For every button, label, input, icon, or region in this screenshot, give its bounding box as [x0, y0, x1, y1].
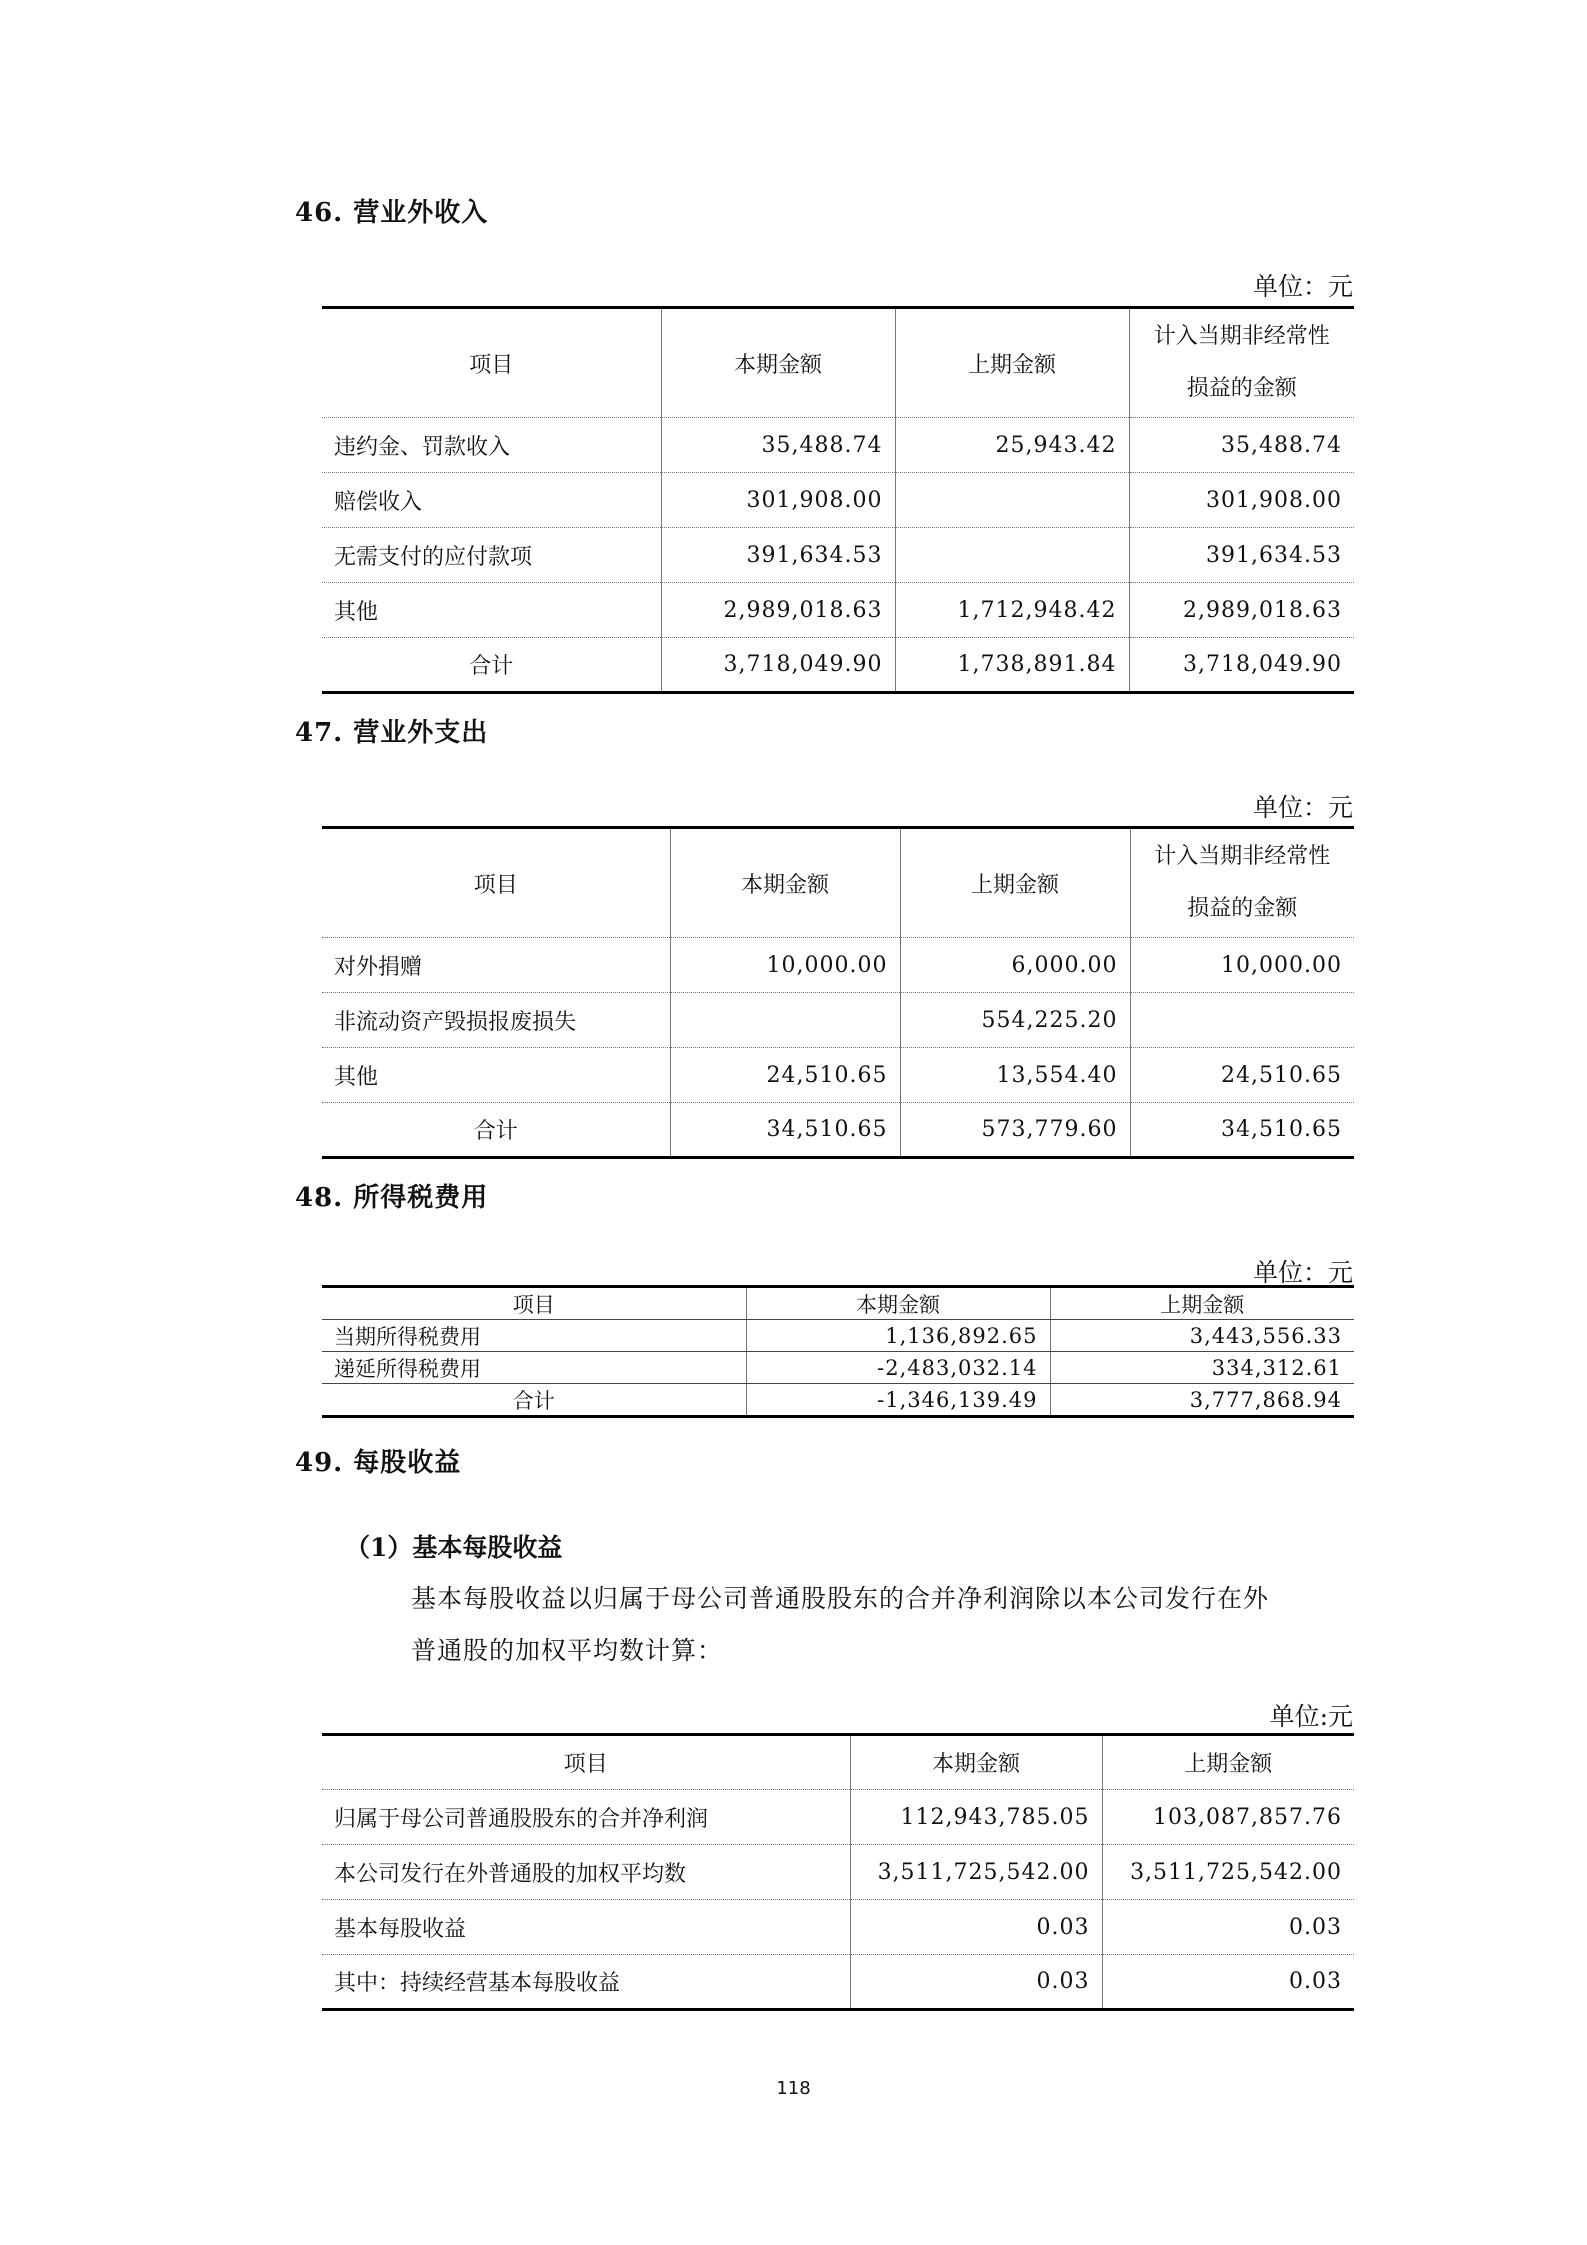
- total-prior: 3,777,868.94: [1050, 1384, 1354, 1417]
- header-nonrecurring-line1: 计入当期非经常性: [1153, 324, 1330, 349]
- section-49-title: 49. 每股收益: [295, 1448, 462, 1478]
- cell-current: 112,943,785.05: [850, 1790, 1102, 1845]
- section-48-title: 48. 所得税费用: [295, 1183, 489, 1213]
- total-current: 34,510.65: [670, 1103, 900, 1158]
- row-label: 对外捐赠: [322, 938, 670, 993]
- total-prior: 573,779.60: [900, 1103, 1130, 1158]
- header-item: 项目: [322, 1287, 746, 1320]
- table-row: [322, 938, 1354, 993]
- table-row: [322, 1790, 1354, 1845]
- page-number: 118: [776, 2078, 811, 2099]
- cell-prior: 1,712,948.42: [895, 583, 1129, 638]
- header-nonrecurring-line2: 损益的金额: [1187, 896, 1298, 921]
- cell-prior: 25,943.42: [895, 418, 1129, 473]
- header-current: 本期金额: [746, 1287, 1050, 1320]
- total-current: 3,718,049.90: [661, 638, 895, 693]
- cell-current: 391,634.53: [661, 528, 895, 583]
- header-current: 本期金额: [850, 1735, 1102, 1790]
- table-income-tax-expense: [322, 1285, 1354, 1418]
- table-non-operating-income: [322, 306, 1354, 694]
- row-label: 赔偿收入: [322, 473, 661, 528]
- table-header-row: [322, 1735, 1354, 1790]
- header-prior: 上期金额: [1102, 1735, 1354, 1790]
- table-header-row: [322, 1287, 1354, 1320]
- table-row: [322, 1845, 1354, 1900]
- cell-prior: 3,443,556.33: [1050, 1320, 1354, 1352]
- cell-current: 1,136,892.65: [746, 1320, 1050, 1352]
- total-prior: 1,738,891.84: [895, 638, 1129, 693]
- table-row: [322, 528, 1354, 583]
- header-nonrecurring: [1130, 828, 1354, 938]
- cell-prior: 554,225.20: [900, 993, 1130, 1048]
- cell-nonrecurring: 391,634.53: [1129, 528, 1354, 583]
- row-label: 其他: [322, 1048, 670, 1103]
- table-basic-eps: [322, 1733, 1354, 2011]
- basic-eps-description: [411, 1573, 1356, 1677]
- row-label: 非流动资产毁损报废损失: [322, 993, 670, 1048]
- cell-current: 3,511,725,542.00: [850, 1845, 1102, 1900]
- total-nonrecurring: 34,510.65: [1130, 1103, 1354, 1158]
- table-row: [322, 473, 1354, 528]
- cell-current: [670, 993, 900, 1048]
- cell-nonrecurring: [1130, 993, 1354, 1048]
- table-non-operating-expenses: [322, 826, 1354, 1159]
- header-nonrecurring-line1: 计入当期非经常性: [1154, 844, 1331, 869]
- table-header-row: [322, 828, 1354, 938]
- header-prior: 上期金额: [895, 308, 1129, 418]
- cell-nonrecurring: 35,488.74: [1129, 418, 1354, 473]
- header-current: 本期金额: [661, 308, 895, 418]
- header-item: 项目: [322, 1735, 850, 1790]
- row-label: 递延所得税费用: [322, 1352, 746, 1384]
- cell-prior: 0.03: [1102, 1955, 1354, 2010]
- cell-nonrecurring: 24,510.65: [1130, 1048, 1354, 1103]
- header-item: 项目: [322, 308, 661, 418]
- cell-nonrecurring: 10,000.00: [1130, 938, 1354, 993]
- header-item: 项目: [322, 828, 670, 938]
- row-label: 当期所得税费用: [322, 1320, 746, 1352]
- table-row: [322, 993, 1354, 1048]
- table-total-row: [322, 638, 1354, 693]
- cell-prior: 0.03: [1102, 1900, 1354, 1955]
- total-nonrecurring: 3,718,049.90: [1129, 638, 1354, 693]
- header-prior: 上期金额: [900, 828, 1130, 938]
- row-label: 归属于母公司普通股股东的合并净利润: [322, 1790, 850, 1845]
- cell-nonrecurring: 2,989,018.63: [1129, 583, 1354, 638]
- section-47-title: 47. 营业外支出: [295, 718, 489, 748]
- header-prior: 上期金额: [1050, 1287, 1354, 1320]
- cell-current: 10,000.00: [670, 938, 900, 993]
- table-row: [322, 1320, 1354, 1352]
- table-row: [322, 1048, 1354, 1103]
- table-total-row: [322, 1384, 1354, 1417]
- table-row: [322, 1352, 1354, 1384]
- row-label: 无需支付的应付款项: [322, 528, 661, 583]
- header-current: 本期金额: [670, 828, 900, 938]
- row-label: 本公司发行在外普通股的加权平均数: [322, 1845, 850, 1900]
- cell-current: -2,483,032.14: [746, 1352, 1050, 1384]
- row-label: 基本每股收益: [322, 1900, 850, 1955]
- cell-prior: 103,087,857.76: [1102, 1790, 1354, 1845]
- description-line-1: 基本每股收益以归属于母公司普通股股东的合并净利润除以本公司发行在外: [411, 1584, 1270, 1613]
- cell-prior: [895, 528, 1129, 583]
- cell-nonrecurring: 301,908.00: [1129, 473, 1354, 528]
- table-row: [322, 418, 1354, 473]
- total-label: 合计: [322, 1103, 670, 1158]
- description-line-2: 普通股的加权平均数计算：: [411, 1636, 724, 1665]
- cell-prior: 334,312.61: [1050, 1352, 1354, 1384]
- header-nonrecurring: [1129, 308, 1354, 418]
- table-row: [322, 1900, 1354, 1955]
- cell-current: 2,989,018.63: [661, 583, 895, 638]
- section-49-unit: 单位:元: [1269, 1702, 1353, 1731]
- table-total-row: [322, 1103, 1354, 1158]
- table-row: [322, 1955, 1354, 2010]
- cell-prior: 6,000.00: [900, 938, 1130, 993]
- subsection-basic-eps-title: （1）基本每股收益: [345, 1533, 563, 1562]
- header-nonrecurring-line2: 损益的金额: [1186, 376, 1297, 401]
- row-label: 其他: [322, 583, 661, 638]
- total-label: 合计: [322, 1384, 746, 1417]
- table-header-row: [322, 308, 1354, 418]
- cell-current: 0.03: [850, 1955, 1102, 2010]
- section-48-unit: 单位：元: [1252, 1258, 1353, 1287]
- cell-prior: [895, 473, 1129, 528]
- cell-current: 0.03: [850, 1900, 1102, 1955]
- cell-current: 301,908.00: [661, 473, 895, 528]
- section-46-unit: 单位：元: [1252, 272, 1353, 301]
- row-label: 其中：持续经营基本每股收益: [322, 1955, 850, 2010]
- total-label: 合计: [322, 638, 661, 693]
- cell-current: 24,510.65: [670, 1048, 900, 1103]
- cell-current: 35,488.74: [661, 418, 895, 473]
- table-row: [322, 583, 1354, 638]
- row-label: 违约金、罚款收入: [322, 418, 661, 473]
- section-47-unit: 单位：元: [1252, 793, 1353, 822]
- cell-prior: 13,554.40: [900, 1048, 1130, 1103]
- total-current: -1,346,139.49: [746, 1384, 1050, 1417]
- cell-prior: 3,511,725,542.00: [1102, 1845, 1354, 1900]
- section-46-title: 46. 营业外收入: [295, 198, 489, 228]
